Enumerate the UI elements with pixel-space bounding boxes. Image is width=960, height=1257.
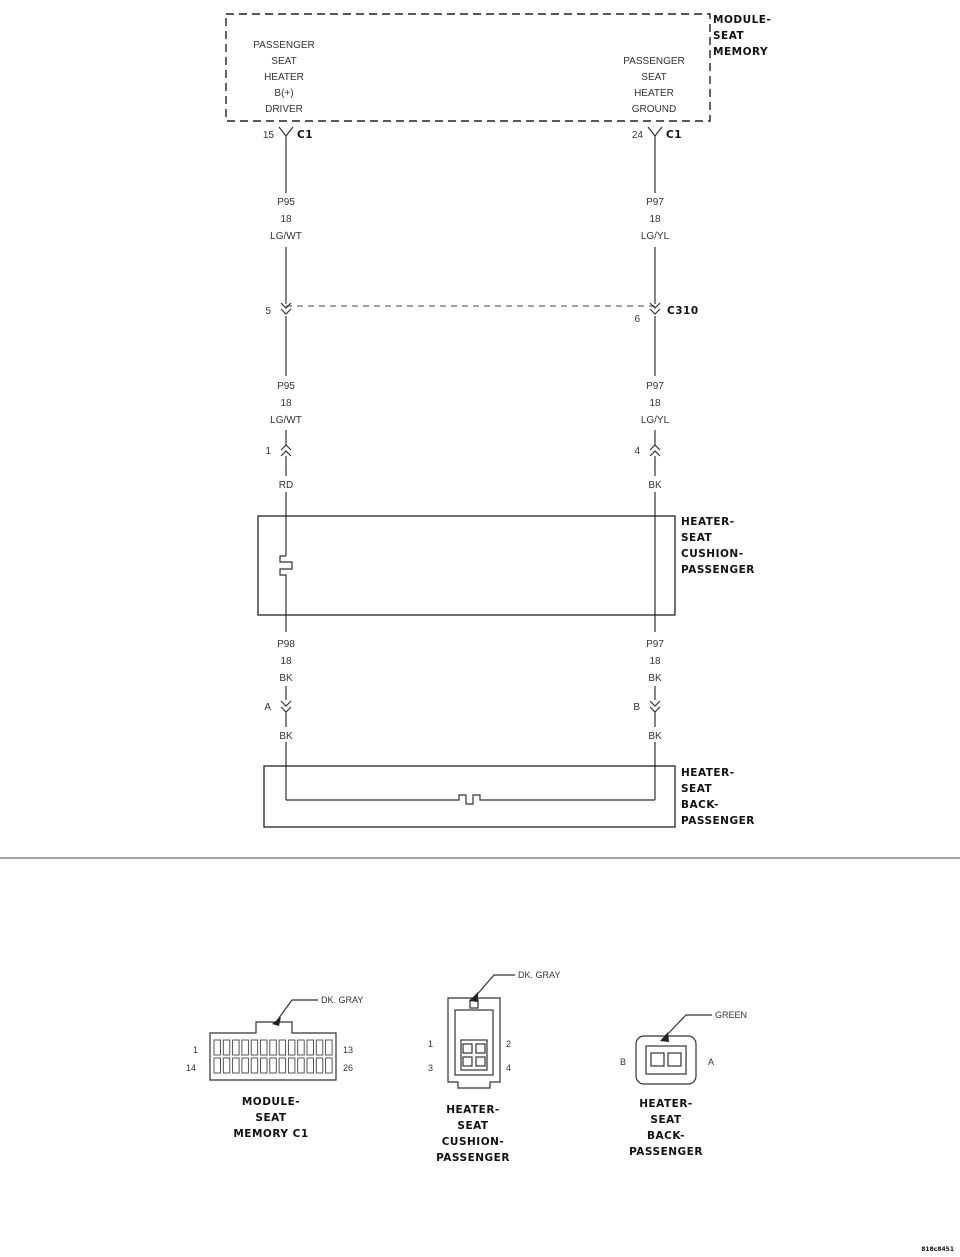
- c1-right-terminal: [648, 127, 662, 136]
- c310-right-pin: 6: [634, 314, 640, 325]
- back-left-terminal: [281, 707, 291, 712]
- cushion-right-terminal: [650, 451, 660, 456]
- c310-left-terminal: [281, 309, 291, 314]
- memory-pin-cavity: [261, 1040, 268, 1055]
- c310-left-pin: 5: [265, 306, 271, 317]
- back-conn-title: SEAT: [650, 1114, 682, 1126]
- memory-pin-cavity: [307, 1058, 314, 1073]
- back-color-label: GREEN: [715, 1010, 748, 1020]
- cushion-title-line: CUSHION-: [681, 548, 744, 560]
- right-function-line: PASSENGER: [623, 56, 685, 67]
- memory-pin-cavity: [288, 1040, 295, 1055]
- memory-pin-cavity: [242, 1040, 249, 1055]
- wire-label: LG/WT: [270, 231, 302, 242]
- back-pin: [651, 1053, 664, 1066]
- memory-pin-cavity: [233, 1040, 240, 1055]
- memory-pin-cavity: [279, 1058, 286, 1073]
- cushion-right-terminal: [650, 445, 660, 450]
- memory-pin-cavity: [251, 1040, 258, 1055]
- memory-pin-label: 14: [185, 1063, 196, 1073]
- cushion-outline: [258, 516, 675, 615]
- wire-label: P95: [277, 381, 295, 392]
- cushion-conn-title: HEATER-: [446, 1104, 500, 1116]
- memory-pin-cavity: [270, 1058, 277, 1073]
- back-connector-body: [636, 1036, 696, 1084]
- module-title-line: MEMORY: [713, 46, 769, 58]
- back-conn-title: PASSENGER: [629, 1146, 703, 1158]
- cushion-title-line: HEATER-: [681, 516, 735, 528]
- cushion-connector: [265, 445, 660, 457]
- cushion-conn-title: CUSHION-: [441, 1136, 505, 1148]
- memory-pin-cavity: [223, 1040, 230, 1055]
- wire-label: P97: [646, 197, 664, 208]
- wire-label: 18: [649, 214, 661, 225]
- c1-right-pin: 24: [631, 130, 643, 141]
- c310-connector: [265, 303, 698, 325]
- back-left-pin: A: [264, 702, 271, 713]
- memory-pin-cavity: [326, 1058, 333, 1073]
- c1-left-terminal: [279, 127, 293, 136]
- c1-left-pin: 15: [262, 130, 274, 141]
- wire-label: 18: [280, 214, 292, 225]
- left-function-line: SEAT: [271, 56, 297, 67]
- back-right-pin: B: [633, 702, 640, 713]
- right-function-line: SEAT: [641, 72, 667, 83]
- back-conn-title: BACK-: [647, 1130, 685, 1142]
- wire-label: 18: [280, 656, 292, 667]
- memory-conn-title: MODULE-: [241, 1096, 301, 1108]
- back-outline: [264, 766, 675, 827]
- connector-view-memory: [186, 995, 363, 1140]
- cushion-left-pin: 1: [265, 446, 271, 457]
- wire-label: P97: [646, 381, 664, 392]
- left-function-line: DRIVER: [265, 104, 303, 115]
- memory-color-leader: [276, 1000, 318, 1022]
- memory-pin-cavity: [261, 1058, 268, 1073]
- back-title-line: SEAT: [681, 783, 713, 795]
- figure-id: 818c8451: [921, 1246, 954, 1253]
- cushion-title-line: PASSENGER: [681, 564, 755, 576]
- cushion-heater-element: [280, 556, 292, 578]
- memory-pin-cavity: [214, 1040, 221, 1055]
- cushion-right-pin: 4: [634, 446, 640, 457]
- memory-pin-cavity: [288, 1058, 295, 1073]
- back-connector: [264, 701, 660, 713]
- back-right-terminal: [650, 707, 660, 712]
- cushion-pin: [463, 1044, 472, 1053]
- back-color-leader: [664, 1015, 712, 1038]
- back-left-terminal: [281, 701, 291, 706]
- module-seat-memory: [226, 14, 771, 141]
- memory-pin-cavity: [298, 1040, 305, 1055]
- cushion-conn-title: PASSENGER: [436, 1152, 510, 1164]
- memory-pin-cavity: [307, 1040, 314, 1055]
- back-pin: [668, 1053, 681, 1066]
- wire-label: P95: [277, 197, 295, 208]
- wire-label: LG/YL: [640, 415, 670, 426]
- memory-conn-title: SEAT: [255, 1112, 287, 1124]
- cushion-pin-label: 4: [506, 1063, 512, 1073]
- cushion-pin-label: 2: [506, 1039, 512, 1049]
- back-leader-arrow: [660, 1032, 669, 1042]
- wires: [280, 136, 655, 804]
- back-pin-label: A: [708, 1057, 715, 1067]
- cushion-color-leader: [474, 975, 515, 998]
- memory-pin-label: 13: [343, 1045, 354, 1055]
- cushion-pin-label: 1: [427, 1039, 433, 1049]
- cushion-left-terminal: [281, 451, 291, 456]
- back-title-line: HEATER-: [681, 767, 735, 779]
- cushion-conn-title: SEAT: [457, 1120, 489, 1132]
- module-title-line: SEAT: [713, 30, 745, 42]
- wire-label: LG/WT: [270, 415, 302, 426]
- memory-pin-label: 26: [343, 1063, 354, 1073]
- back-heater-element: [286, 795, 655, 804]
- memory-pin-cavity: [214, 1058, 221, 1073]
- cushion-title-line: SEAT: [681, 532, 713, 544]
- memory-pin-label: 1: [192, 1045, 198, 1055]
- back-title-line: PASSENGER: [681, 815, 755, 827]
- c310-label: C310: [667, 305, 699, 317]
- memory-pin-grid: [214, 1040, 332, 1073]
- module-title-line: MODULE-: [713, 14, 772, 26]
- wire-label: BK: [279, 673, 293, 684]
- connector-view-back: [620, 1010, 747, 1158]
- wire-label: BK: [648, 673, 662, 684]
- cushion-pin: [476, 1044, 485, 1053]
- memory-pin-cavity: [242, 1058, 249, 1073]
- memory-pin-cavity: [279, 1040, 286, 1055]
- memory-pin-cavity: [223, 1058, 230, 1073]
- right-function-line: HEATER: [634, 88, 674, 99]
- back-title-line: BACK-: [681, 799, 719, 811]
- left-function-line: PASSENGER: [253, 40, 315, 51]
- left-function-line: B(+): [274, 88, 294, 99]
- memory-pin-cavity: [316, 1040, 323, 1055]
- back-connector-inner: [646, 1046, 686, 1074]
- memory-connector-body: [210, 1022, 336, 1080]
- memory-color-label: DK. GRAY: [321, 995, 364, 1005]
- heater-seat-back: [264, 766, 755, 827]
- wire-color-label: BK: [279, 731, 293, 742]
- back-conn-title: HEATER-: [639, 1098, 693, 1110]
- c1-right-label: C1: [666, 129, 683, 141]
- cushion-pin: [463, 1057, 472, 1066]
- memory-pin-cavity: [233, 1058, 240, 1073]
- cushion-left-terminal: [281, 445, 291, 450]
- cushion-pin: [476, 1057, 485, 1066]
- memory-conn-title: MEMORY C1: [233, 1128, 309, 1140]
- cushion-color-label: DK. GRAY: [518, 970, 561, 980]
- c1-left-label: C1: [297, 129, 314, 141]
- connector-view-cushion: [428, 970, 560, 1164]
- left-function-line: HEATER: [264, 72, 304, 83]
- back-pin-label: B: [619, 1057, 626, 1067]
- wire-color-label: BK: [648, 731, 662, 742]
- wire-label: P97: [646, 639, 664, 650]
- wire-label: LG/YL: [640, 231, 670, 242]
- wire-label: 18: [649, 656, 661, 667]
- memory-pin-cavity: [326, 1040, 333, 1055]
- wire-label: 18: [280, 398, 292, 409]
- wire-color-label: RD: [278, 480, 294, 491]
- cushion-pin-label: 3: [427, 1063, 433, 1073]
- heater-seat-cushion: [258, 516, 755, 615]
- back-right-terminal: [650, 701, 660, 706]
- cushion-leader-arrow: [469, 992, 478, 1002]
- memory-pin-cavity: [316, 1058, 323, 1073]
- wire-label: 18: [649, 398, 661, 409]
- wire-color-label: BK: [648, 480, 662, 491]
- memory-pin-cavity: [298, 1058, 305, 1073]
- right-function-line: GROUND: [631, 104, 677, 115]
- memory-pin-cavity: [270, 1040, 277, 1055]
- wire-label: P98: [277, 639, 295, 650]
- memory-pin-cavity: [251, 1058, 258, 1073]
- c310-right-terminal: [650, 309, 660, 314]
